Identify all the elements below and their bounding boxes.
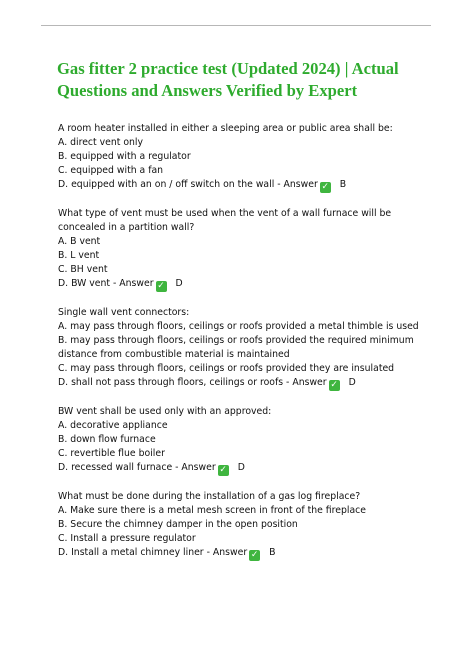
- question-list: [58, 122, 420, 575]
- option-d: [58, 178, 420, 193]
- question-prompt: A room heater installed in either a sleeping area or public area shall be:: [58, 123, 393, 134]
- question-prompt: What must be done during the installation of a gas log fireplace?: [58, 491, 361, 502]
- answer-letter: B: [269, 547, 276, 558]
- option-c: C. may pass through floors, ceilings or roofs provided they are insulated: [58, 363, 395, 374]
- option-c: C. revertible flue boiler: [58, 448, 165, 459]
- option-d: [58, 277, 420, 292]
- question-block: [58, 122, 420, 193]
- check-mark-icon: ✓: [321, 182, 330, 192]
- question-block: [58, 405, 420, 476]
- option-b: B. L vent: [58, 250, 100, 261]
- answer-letter: B: [339, 179, 347, 190]
- option-d: [58, 546, 420, 561]
- option-a: A. decorative appliance: [58, 420, 168, 431]
- option-a: A. may pass through floors, ceilings or roofs provided a metal thimble is used: [58, 321, 419, 332]
- option-d: [58, 461, 420, 476]
- check-mark-icon: ✓: [250, 550, 259, 560]
- answer-letter: D: [348, 377, 356, 388]
- question-block: [58, 306, 420, 391]
- option-d-text: D. equipped with an on / off switch on the wall - Answer: [58, 179, 318, 190]
- question-block: [58, 490, 420, 561]
- option-c: C. BH vent: [58, 264, 108, 275]
- option-d: [58, 376, 420, 391]
- question-prompt: Single wall vent connectors:: [58, 307, 190, 318]
- option-c: C. equipped with a fan: [58, 165, 164, 176]
- option-b: B. Secure the chimney damper in the open position: [58, 519, 298, 530]
- check-mark-icon: ✓: [330, 380, 338, 390]
- answer-letter: D: [237, 462, 245, 473]
- option-a: A. Make sure there is a metal mesh screen in front of the fireplace: [58, 505, 366, 516]
- answer-letter: D: [175, 278, 183, 289]
- question-prompt: BW vent shall be used only with an approved:: [58, 406, 272, 417]
- option-a: A. direct vent only: [58, 137, 144, 148]
- check-mark-icon: ✓: [157, 281, 165, 291]
- option-b: B. down flow furnace: [58, 434, 156, 445]
- header-rule: [41, 25, 431, 26]
- option-c: C. Install a pressure regulator: [58, 533, 196, 544]
- document-title: Gas fitter 2 practice test (Updated 2024) | Actual Questions and Answers Verified by Expert: [57, 59, 399, 100]
- option-b: B. equipped with a regulator: [58, 151, 191, 162]
- option-d-text: D. BW vent - Answer: [58, 278, 154, 289]
- option-a: A. B vent: [58, 236, 101, 247]
- option-d-text: D. shall not pass through floors, ceilings or roofs - Answer: [58, 377, 327, 388]
- question-prompt: What type of vent must be used when the vent of a wall furnace will be concealed in a partition wall?: [58, 208, 392, 233]
- option-b: B. may pass through floors, ceilings or roofs provided the required minimum distance from combustible material is maintained: [58, 335, 414, 360]
- option-d-text: D. Install a metal chimney liner - Answer: [58, 547, 248, 558]
- check-mark-icon: ✓: [219, 465, 227, 475]
- question-block: [58, 207, 420, 292]
- option-d-text: D. recessed wall furnace - Answer: [58, 462, 216, 473]
